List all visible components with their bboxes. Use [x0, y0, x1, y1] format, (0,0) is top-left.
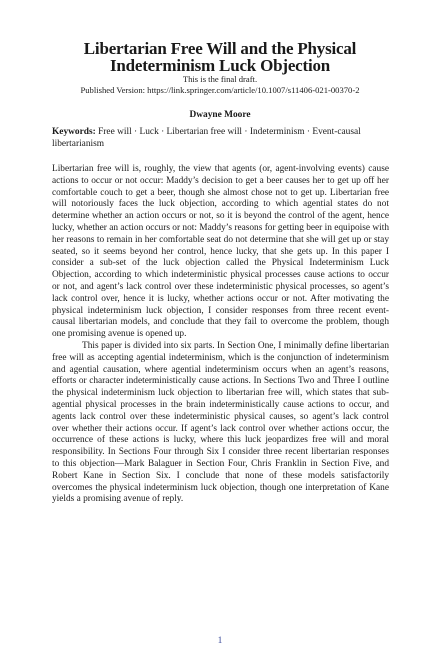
keywords-list: Free will · Luck · Libertarian free will · Indeterminism · Event-causal libertarianism — [52, 127, 361, 149]
abstract-body — [52, 164, 389, 506]
page-number: 1 — [217, 636, 223, 646]
published-version-note: Published Version: https://link.springer.com/article/10.1007/s11406-021-00370-2 — [80, 85, 360, 95]
paper-title — [40, 40, 400, 74]
paragraph-2: This paper is divided into six parts. In Section One, I minimally define libertarian free will as accepting agential indeterminism, which is the conjunction of indeterminism and agential causation, where agential indeterminism occurs when an agent’s reasons, efforts or character indeterministically cause actions. In Sections Two and Three I outline the physical indeterminism luck objection to libertarian free will, which states that sub-agential physical processes in the brain indeterministically cause actions to occur, and agents lack control over these indeterministic physical causes, so agent’s lack control over whether their actions occur. If agent’s lack control over whether actions occur, the occurrence of these actions is lucky, where this luck jeopardizes free will and moral responsibility. In Sections Four through Six I consider three recent libertarian responses to this objection—Mark Balaguer in Section Four, Chris Franklin in Section Five, and Robert Kane in Section Six. I conclude that none of these models satisfactorily overcomes the physical indeterminism luck objection, though one interpretation of Kane yields a promising avenue of reply. — [52, 340, 389, 505]
keywords-label: Keywords: — [52, 127, 96, 137]
keywords — [52, 127, 389, 151]
paragraph-1: Libertarian free will is, roughly, the view that agents (or, agent-involving events) cause actions to occur or not occur: Maddy’s decision to get a beer causes her to get up off her comfortable couch to get a beer, though she almost chose not to get up. Libertarian free will notoriously faces the luck objection, according to which agential states do not determine whether an action occurs or not, so it is beyond the control of the agent, hence lucky, whether an action occurs or not: Maddy’s reasons for getting beer in equipoise with her reasons to remain in her comfortable seat do not determine that she will get up or stay seated, so it seems beyond her control, hence lucky, that she gets up. In this paper I consider a sub-set of the luck objection called the Physical Indeterminism Luck Objection, according to which indeterministic physical processes cause actions to occur or not, and agent’s lack control over these indeterministic physical processes, so agent’s lack control over, hence it is lucky, whether actions occur or not. After motivating the physical indeterminism luck objection, I consider responses from three recent event-causal libertarian models, and conclude that they fail to overcome the problem, though one promising avenue is opened up. — [52, 164, 389, 340]
title-line-1: Libertarian Free Will and the Physical — [83, 39, 357, 58]
draft-note: This is the final draft. — [182, 74, 258, 84]
title-line-2: Indeterminism Luck Objection — [109, 56, 331, 75]
author-name: Dwayne Moore — [189, 110, 251, 120]
